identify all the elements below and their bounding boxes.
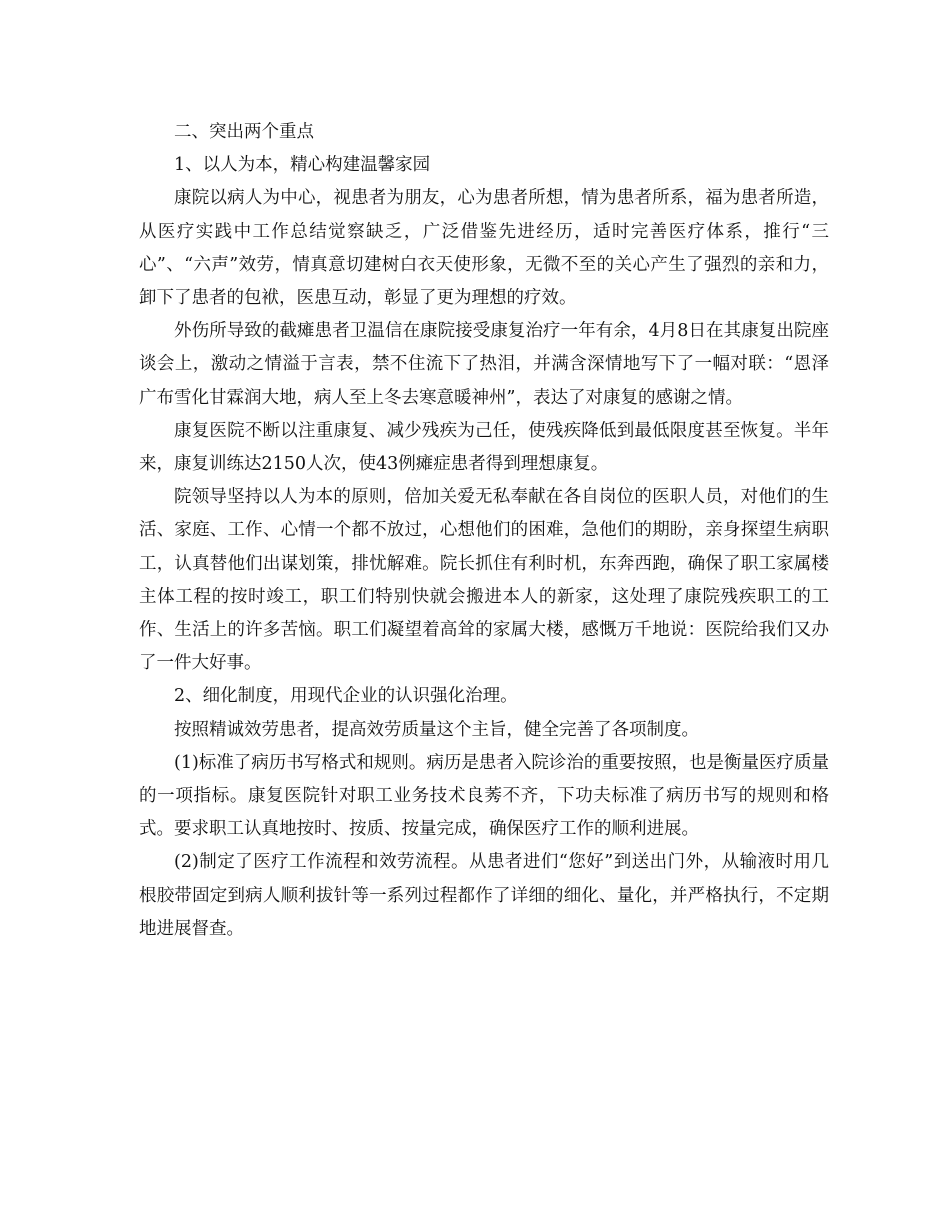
subsection-heading-2: 2、细化制度，用现代企业的认识强化治理。 [174,686,518,707]
document-body [139,116,829,946]
body-paragraph: (2)制定了医疗工作流程和效劳流程。从患者进们“您好”到送出门外，从输液时用几根胶带固定到病人顺利拔针等一系列过程都作了详细的细化、量化，并严格执行，不定期地进展督查。 [139,852,829,939]
subsection-heading-1: 1、以人为本，精心构建温馨家园 [174,155,431,176]
body-paragraph: 康复医院不断以注重康复、减少残疾为己任，使残疾降低到最低限度甚至恢复。半年来，康复训练达2150人次，使43例瘫症患者得到理想康复。 [139,420,829,475]
body-paragraph: (1)标准了病历书写格式和规则。病历是患者入院诊治的重要按照，也是衡量医疗质量的一项指标。康复医院针对职工业务技术良莠不齐，下功夫标准了病历书写的规则和格式。要求职工认真地按时、按质、按量完成，确保医疗工作的顺利进展。 [139,752,829,840]
body-paragraph: 康院以病人为中心，视患者为朋友，心为患者所想，情为患者所系，福为患者所造，从医疗实践中工作总结觉察缺乏，广泛借鉴先进经历，适时完善医疗体系，推行“三心”、“六声”效劳，情真意切建树白衣天使形象，无微不至的关心产生了强烈的亲和力，卸下了患者的包袱，医患互动，彰显了更为理想的疗效。 [139,188,829,309]
body-paragraph: 按照精诚效劳患者，提高效劳质量这个主旨，健全完善了各项制度。 [174,719,699,740]
body-paragraph: 外伤所导致的截瘫患者卫温信在康院接受康复治疗一年有余，4月8日在其康复出院座谈会上，激动之情溢于言表，禁不住流下了热泪，并满含深情地写下了一幅对联：“恩泽广布雪化甘霖润大地，病人至上冬去寒意暖神州”，表达了对康复的感谢之情。 [139,321,829,408]
section-heading: 二、突出两个重点 [174,122,314,142]
body-paragraph: 院领导坚持以人为本的原则，倍加关爱无私奉献在各自岗位的医职人员，对他们的生活、家庭、工作、心情一个都不放过，心想他们的困难，急他们的期盼，亲身探望生病职工，认真替他们出谋划策，排忧解难。院长抓住有利时机，东奔西跑，确保了职工家属楼主体工程的按时竣工，职工们特别快就会搬进本人的新家，这处理了康院残疾职工的工作、生活上的许多苦恼。职工们凝望着高耸的家属大楼，感慨万千地说：医院给我们又办了一件大好事。 [139,487,829,674]
